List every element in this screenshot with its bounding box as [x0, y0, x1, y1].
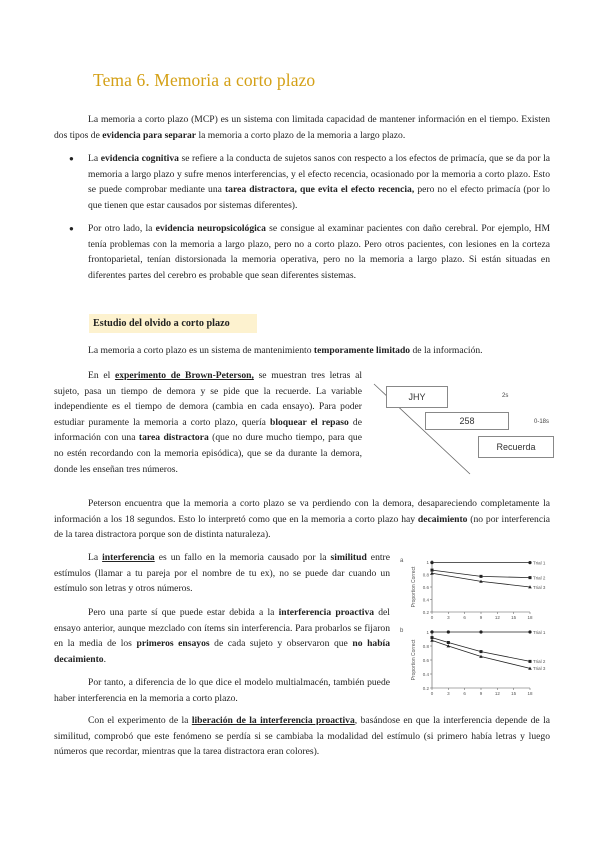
x-tick-label: 6: [463, 691, 466, 696]
bold-text: interferencia: [102, 552, 155, 563]
text: La memoria a corto plazo (MCP) es un sistema con limitada capacidad de mantener información en el tiempo. Existen dos tipos de: [54, 114, 550, 141]
brown-peterson-diagram: [370, 378, 566, 478]
y-tick-label: 0.8: [422, 643, 429, 649]
text: se muestran tres letras al sujeto, pasa un tiempo de demora y se pide que la recuerde. La variable independiente es el tiempo de demora (cambia en cada ensayo). Para poder estudiar puramente la memoria a corto plazo, quería: [54, 370, 362, 428]
time-label: 0-18s: [534, 419, 550, 425]
x-tick-label: 18: [527, 615, 533, 620]
bold-text: evidencia cognitiva: [100, 153, 179, 164]
text: Pero una parte sí que puede estar debida a la: [88, 607, 279, 618]
y-tick-label: 0.6: [422, 657, 429, 663]
text: pero no el efecto primacía (por lo que tienen que estar causados por sistemas diferentes).: [88, 184, 550, 211]
series-legend-label: Trial 2: [533, 575, 546, 581]
paragraph-brown-peterson: [54, 368, 362, 477]
data-point: [529, 660, 532, 663]
text: La memoria a corto plazo es un sistema de mantenimiento: [88, 345, 314, 356]
page-title: Tema 6. Memoria a corto plazo: [93, 70, 316, 90]
text: de cada sujeto y observaron que: [209, 638, 353, 650]
y-tick-label: 0.2: [422, 609, 429, 615]
text: La: [88, 552, 103, 563]
text: La: [88, 153, 101, 164]
chart-panel-a: [396, 554, 560, 624]
text: de la información.: [410, 345, 483, 356]
paragraph-interference: [54, 550, 390, 597]
series-line: [432, 640, 530, 668]
y-tick-label: 0.2: [422, 685, 429, 691]
bold-text: temporamente limitado: [313, 345, 411, 356]
text: (no por interferencia de la tarea distractora porque son de distinta naturaleza).: [54, 513, 550, 541]
panel-label: a: [400, 558, 404, 564]
data-point: [529, 576, 532, 579]
data-point: [431, 569, 434, 572]
bold-text: bloquear el repaso: [270, 416, 349, 428]
text: de información con una: [54, 416, 362, 444]
x-tick-label: 3: [447, 691, 450, 696]
x-tick-label: 15: [511, 691, 517, 696]
y-axis-label: Proportion Correct: [411, 639, 417, 681]
x-tick-label: 12: [494, 691, 500, 696]
data-point: [447, 641, 450, 644]
bold-text: evidencia para separar: [102, 129, 197, 141]
x-tick-label: 15: [511, 615, 517, 620]
time-label: 2s: [502, 393, 509, 399]
bullet-dot: ●: [69, 224, 74, 233]
x-tick-label: 9: [479, 691, 483, 696]
section-heading: Estudio del olvido a corto plazo: [89, 314, 257, 333]
data-point: [480, 650, 483, 653]
bullet-cognitive-evidence: [88, 151, 550, 213]
text: es un fallo en la memoria causado por la: [154, 552, 331, 563]
x-tick-label: 0: [430, 691, 434, 696]
bold-text: tarea distractora, que evita el efecto recencia,: [224, 184, 415, 196]
paragraph-proactive-interference: [54, 605, 390, 667]
bullet-dot: ●: [69, 154, 74, 163]
distractor-box: 258: [425, 412, 509, 430]
bold-text: no había decaimiento: [54, 638, 390, 665]
bold-text: liberación de la interferencia proactiva: [191, 715, 355, 726]
y-tick-label: 0.4: [422, 597, 429, 603]
x-tick-label: 9: [479, 615, 483, 620]
chart-panel-b: [396, 624, 560, 700]
data-point: [480, 575, 483, 578]
series-legend-label: Trial 1: [533, 560, 546, 566]
paragraph-conclusion: [54, 675, 390, 706]
text: Por otro lado, la: [88, 223, 156, 234]
x-tick-label: 6: [463, 615, 466, 620]
paragraph-peterson-results: [54, 496, 550, 543]
y-tick-label: 0.6: [422, 584, 429, 590]
x-tick-label: 0: [430, 615, 434, 620]
panel-label: b: [400, 628, 404, 634]
text: la memoria a corto plazo de la memoria a largo plazo.: [196, 129, 406, 141]
data-point: [528, 630, 531, 633]
data-point: [479, 630, 482, 633]
text: , basándose en que la interferencia depende de la similitud, comprobó que este fenómeno se perdía si se cambiaba la modalidad del estímulo (si primero había letras y luego números que recordar, mientras que la tarea distractora eran colores).: [54, 715, 550, 758]
bold-text: evidencia neuropsicológica: [155, 223, 266, 234]
x-tick-label: 18: [527, 691, 533, 696]
recall-box: Recuerda: [478, 436, 554, 458]
bold-text: tarea distractora: [138, 432, 209, 444]
data-point: [430, 561, 433, 564]
stimulus-box: JHY: [386, 386, 448, 408]
text: (que no dure mucho tiempo, para que no estén recordando con la memoria episódica), que se da durante la demora, donde les enseñan tres números.: [54, 432, 362, 475]
bold-text: decaimiento: [417, 513, 468, 525]
intro-paragraph: [54, 112, 550, 143]
y-tick-label: 0.4: [422, 671, 429, 677]
data-point: [430, 630, 433, 633]
bold-text: similitud: [330, 552, 367, 563]
text: entre estímulos (llamar a tu pareja por el nombre de tu ex), no se puede dar cuando un estímulo son letras y otros números.: [54, 552, 390, 595]
data-point: [528, 561, 531, 564]
bold-text: interferencia proactiva: [278, 607, 375, 618]
y-tick-label: 0.8: [422, 572, 429, 578]
text: se consigue al examinar pacientes con daño cerebral. Por ejemplo, HM tenía problemas con la memoria a largo plazo, pero no a corto plazo. Pero otros pacientes, con lesiones en la corteza frontoparietal, tenían distorsionada la memoria operativa, pero no la memoria a largo plazo. Si están situadas en diferentes partes del cerebro es probable que sean diferentes sistemas.: [88, 223, 550, 281]
text: Peterson encuentra que la memoria a corto plazo se va perdiendo con la demora, desapareciendo completamente la información a los 18 segundos. Esto lo interpretó como que en la memoria a corto plazo hay: [54, 498, 550, 525]
bold-text: experimento de Brown-Peterson,: [114, 370, 254, 381]
y-axis-label: Proportion Correct: [411, 566, 417, 608]
series-legend-label: Trial 3: [533, 584, 546, 590]
text: Con el experimento de la: [88, 715, 192, 726]
text: se refiere a la conducta de sujetos sanos con respecto a los efectos de primacía, que se da por la memoria a largo plazo y sufre menos interferencias, y el efecto recencia, ocasionado por la memoria a corto plazo. Esto se puede comprobar mediante una: [88, 153, 551, 196]
data-point: [430, 571, 434, 574]
series-legend-label: Trial 3: [533, 666, 546, 672]
bold-text: primeros ensayos: [136, 638, 210, 650]
data-point: [447, 630, 450, 633]
y-tick-label: 1: [426, 629, 429, 635]
series-legend-label: Trial 1: [533, 629, 546, 635]
x-tick-label: 12: [494, 615, 500, 620]
x-tick-label: 3: [447, 615, 450, 620]
y-tick-label: 1: [426, 559, 429, 565]
series-legend-label: Trial 2: [533, 659, 546, 665]
text: del ensayo anterior, aunque mezclado con ítems sin interferencia. Para probarlos se fijaron en la media de los: [54, 607, 390, 650]
text: En el: [88, 370, 115, 381]
bullet-neuro-evidence: [88, 221, 550, 283]
paragraph-release-proactive: [54, 713, 550, 760]
paragraph-1: [54, 343, 550, 359]
text: Por tanto, a diferencia de lo que dice el modelo multialmacén, también puede haber interferencia en la memoria a corto plazo.: [54, 677, 390, 704]
text: .: [103, 653, 106, 665]
